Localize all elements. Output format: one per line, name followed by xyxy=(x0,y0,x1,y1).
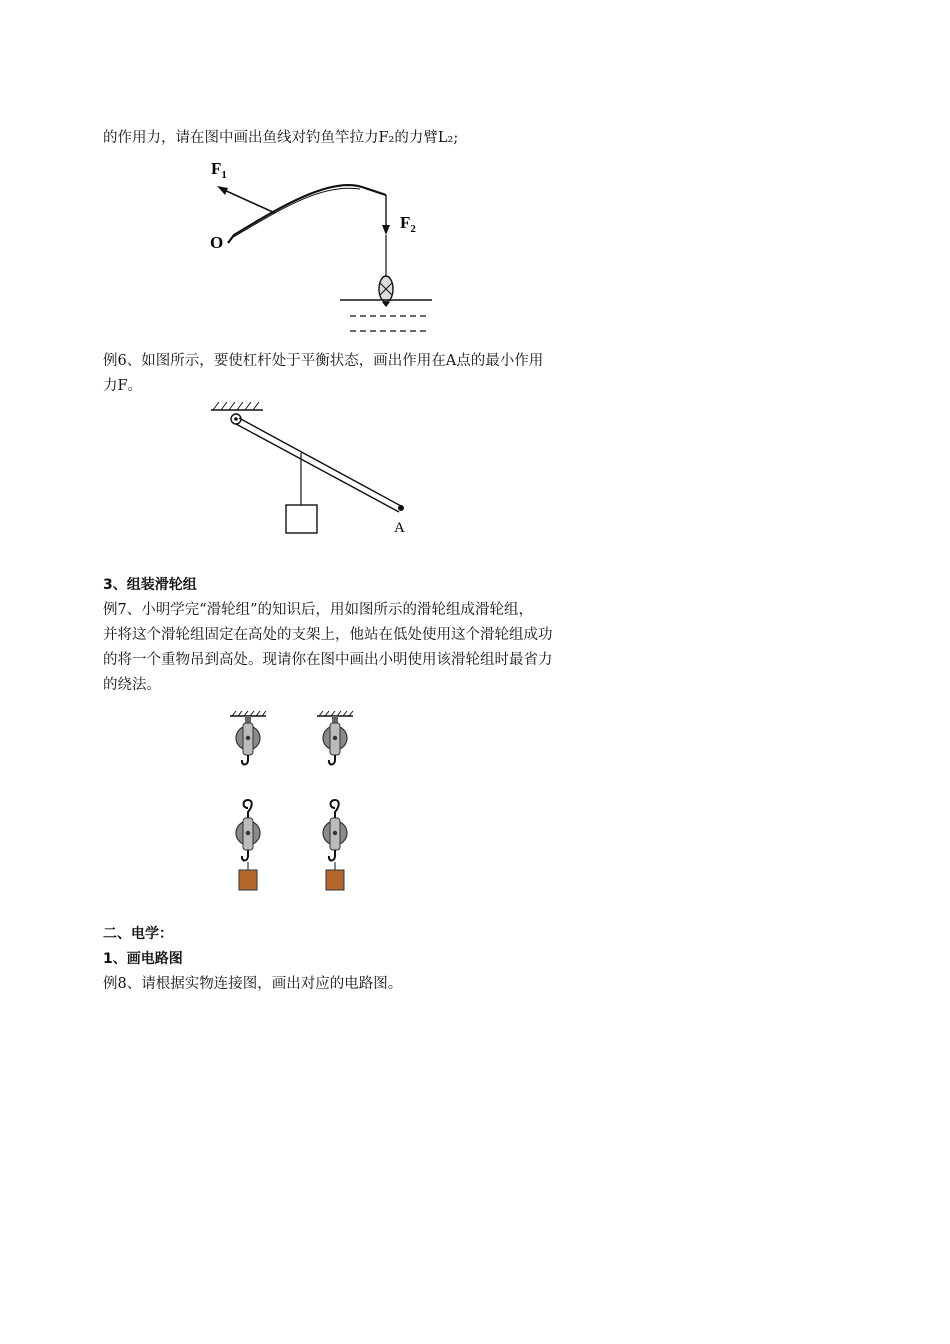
pivot-o-label: O xyxy=(210,233,224,252)
example7-line3: 的将一个重物吊到高处。现请你在图中画出小明使用该滑轮组时最省力 xyxy=(103,652,553,668)
example7-line2: 并将这个滑轮组固定在高处的支架上，他站在低处使用这个滑轮组成功 xyxy=(103,627,553,643)
example7-line4: 的绕法。 xyxy=(103,677,161,693)
lever-bar-bottom xyxy=(236,424,399,512)
section-electricity-heading: 二、电学： xyxy=(103,926,173,942)
ceiling-hatch xyxy=(213,402,259,410)
section1-heading: 1、画电路图 xyxy=(103,951,183,967)
f1-arrow-line xyxy=(222,189,275,213)
fishing-rod-figure xyxy=(200,155,460,340)
fixed-pulley-left-icon xyxy=(230,711,266,765)
pulley-figure xyxy=(220,705,380,900)
weight-box xyxy=(286,505,317,533)
example6-line1: 例6、如图所示，要使杠杆处于平衡状态，画出作用在A点的最小作用 xyxy=(103,353,544,369)
f2-arrowhead xyxy=(382,225,390,235)
fishing-rod xyxy=(228,185,386,243)
fixed-pulley-right-icon xyxy=(317,711,353,765)
point-a-label: A xyxy=(394,520,405,536)
example7-line1: 例7、小明学完“滑轮组”的知识后，用如图所示的滑轮组成滑轮组， xyxy=(103,602,534,618)
fishing-rod-edge xyxy=(230,188,360,239)
movable-pulley-left-icon xyxy=(236,800,260,890)
f2-label: $F_2$ xyxy=(400,213,416,235)
example6-line2: 力F。 xyxy=(103,378,143,394)
f1-arrowhead xyxy=(217,186,228,195)
section3-heading: 3、组装滑轮组 xyxy=(103,577,197,593)
lever-bar-top xyxy=(239,418,401,506)
point-a xyxy=(398,505,404,511)
pivot-center xyxy=(234,417,238,421)
text-line-fishing-rod: 的作用力，请在图中画出鱼线对钓鱼竿拉力F₂的力臂L₂; xyxy=(103,130,459,146)
movable-pulley-right-icon xyxy=(323,800,347,890)
fish-tail xyxy=(382,302,390,307)
f1-label: $F_1$ xyxy=(211,159,227,181)
lever-figure xyxy=(205,398,425,540)
example8-text: 例8、请根据实物连接图，画出对应的电路图。 xyxy=(103,976,403,992)
